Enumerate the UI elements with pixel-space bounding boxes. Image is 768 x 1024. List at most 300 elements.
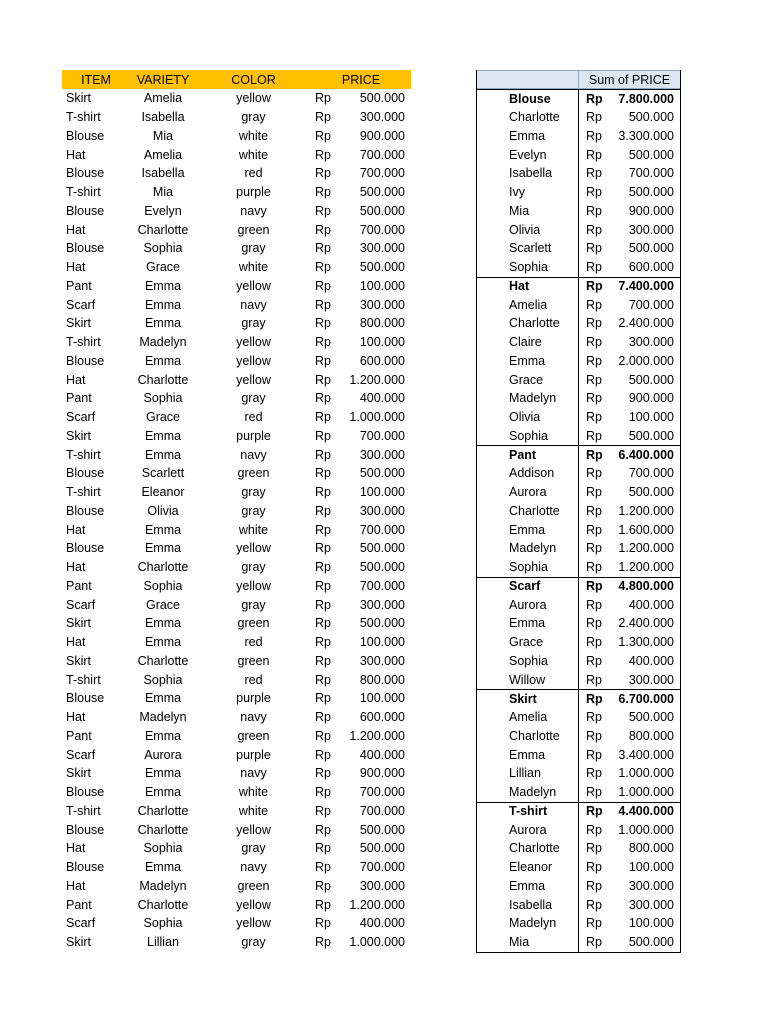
cell-item[interactable]: Skirt [66, 91, 91, 106]
cell-currency[interactable]: Rp [315, 747, 331, 762]
cell-variety[interactable]: Sophia [143, 391, 183, 406]
pivot-row-label[interactable]: Sophia [477, 258, 579, 277]
cell-color[interactable]: gray [241, 391, 266, 406]
cell-variety[interactable]: Grace [145, 410, 181, 425]
cell-currency[interactable]: Rp [315, 935, 331, 950]
cell-color[interactable]: yellow [236, 897, 271, 912]
pivot-row-value[interactable]: 700.000 [628, 297, 674, 312]
cell-price[interactable]: 700.000 [359, 428, 405, 443]
cell-variety[interactable]: Emma [144, 447, 182, 462]
cell-price[interactable]: 100.000 [359, 335, 405, 350]
cell-variety[interactable]: Emma [144, 616, 182, 631]
pivot-row-value[interactable]: 300.000 [628, 878, 674, 893]
cell-color[interactable]: yellow [236, 278, 271, 293]
cell-currency[interactable]: Rp [315, 372, 331, 387]
pivot-row-value[interactable]: 300.000 [628, 897, 674, 912]
cell-color[interactable]: gray [241, 597, 266, 612]
cell-item[interactable]: Blouse [66, 691, 105, 706]
pivot-row-currency[interactable]: Rp [586, 466, 602, 481]
pivot-row-label[interactable]: Charlotte [477, 108, 579, 127]
cell-item[interactable]: Blouse [66, 541, 105, 556]
pivot-row-label[interactable]: Emma [477, 520, 579, 539]
cell-color[interactable]: white [238, 522, 269, 537]
cell-item[interactable]: Hat [66, 560, 86, 575]
cell-variety[interactable]: Madelyn [139, 878, 187, 893]
cell-variety[interactable]: Emma [144, 297, 182, 312]
cell-price[interactable]: 500.000 [359, 203, 405, 218]
cell-currency[interactable]: Rp [315, 916, 331, 931]
pivot-row-label[interactable]: Aurora [477, 820, 579, 839]
pivot-row-currency[interactable]: Rp [586, 279, 603, 294]
pivot-row-label[interactable]: Aurora [477, 483, 579, 502]
cell-color[interactable]: purple [236, 747, 271, 762]
pivot-row-value[interactable]: 300.000 [628, 222, 674, 237]
cell-color[interactable]: yellow [236, 916, 271, 931]
cell-item[interactable]: Blouse [66, 785, 105, 800]
cell-variety[interactable]: Isabella [141, 110, 185, 125]
cell-color[interactable]: green [237, 878, 270, 893]
pivot-row-value[interactable]: 900.000 [628, 391, 674, 406]
cell-currency[interactable]: Rp [315, 110, 331, 125]
pivot-row-value[interactable]: 1.200.000 [618, 541, 674, 556]
cell-item[interactable]: Blouse [66, 166, 105, 181]
cell-variety[interactable]: Charlotte [137, 372, 189, 387]
pivot-row-label[interactable]: Addison [477, 464, 579, 483]
pivot-row-label[interactable]: Charlotte [477, 502, 579, 521]
pivot-row-value[interactable]: 6.700.000 [618, 691, 674, 706]
pivot-row-value[interactable]: 800.000 [628, 728, 674, 743]
pivot-row-currency[interactable]: Rp [586, 522, 602, 537]
header-variety[interactable]: VARIETY [136, 72, 190, 87]
pivot-row-value[interactable]: 1.600.000 [618, 522, 674, 537]
pivot-row-label[interactable]: Mia [477, 202, 579, 221]
cell-currency[interactable]: Rp [315, 166, 331, 181]
cell-currency[interactable]: Rp [315, 447, 331, 462]
pivot-row-currency[interactable]: Rp [586, 804, 603, 819]
pivot-row-value[interactable]: 1.000.000 [618, 766, 674, 781]
pivot-row-currency[interactable]: Rp [586, 241, 602, 256]
pivot-row-currency[interactable]: Rp [586, 728, 602, 743]
pivot-row-currency[interactable]: Rp [586, 503, 602, 518]
cell-currency[interactable]: Rp [315, 635, 331, 650]
cell-item[interactable]: Hat [66, 372, 86, 387]
pivot-row-value[interactable]: 300.000 [628, 335, 674, 350]
cell-item[interactable]: Pant [66, 391, 92, 406]
pivot-row-label[interactable]: Emma [477, 877, 579, 896]
cell-price[interactable]: 100.000 [359, 278, 405, 293]
cell-color[interactable]: navy [240, 447, 267, 462]
cell-price[interactable]: 1.000.000 [349, 410, 405, 425]
cell-currency[interactable]: Rp [315, 203, 331, 218]
cell-currency[interactable]: Rp [315, 578, 331, 593]
cell-variety[interactable]: Charlotte [137, 560, 189, 575]
pivot-row-label[interactable]: Emma [477, 352, 579, 371]
cell-color[interactable]: yellow [236, 353, 271, 368]
pivot-row-label[interactable]: Isabella [477, 164, 579, 183]
cell-currency[interactable]: Rp [315, 466, 331, 481]
cell-price[interactable]: 700.000 [359, 860, 405, 875]
cell-color[interactable]: white [238, 785, 269, 800]
pivot-row-label[interactable]: Lillian [477, 764, 579, 783]
cell-variety[interactable]: Emma [144, 860, 182, 875]
pivot-row-label[interactable]: Skirt [477, 690, 579, 708]
pivot-row-label[interactable]: Olivia [477, 220, 579, 239]
pivot-row-value[interactable]: 1.200.000 [618, 503, 674, 518]
pivot-row-currency[interactable]: Rp [586, 710, 602, 725]
cell-color[interactable]: yellow [236, 372, 271, 387]
pivot-header-label[interactable] [477, 71, 579, 88]
cell-color[interactable]: white [238, 128, 269, 143]
pivot-row-label[interactable]: Madelyn [477, 539, 579, 558]
cell-color[interactable]: green [237, 728, 270, 743]
pivot-row-label[interactable]: Mia [477, 933, 579, 952]
cell-currency[interactable]: Rp [315, 278, 331, 293]
pivot-row-currency[interactable]: Rp [586, 410, 602, 425]
cell-variety[interactable]: Amelia [143, 147, 183, 162]
pivot-row-currency[interactable]: Rp [586, 822, 602, 837]
cell-item[interactable]: Pant [66, 728, 92, 743]
pivot-row-value[interactable]: 3.300.000 [618, 128, 674, 143]
pivot-row-value[interactable]: 700.000 [628, 166, 674, 181]
cell-currency[interactable]: Rp [315, 410, 331, 425]
cell-item[interactable]: Blouse [66, 128, 105, 143]
cell-color[interactable]: white [238, 147, 269, 162]
cell-color[interactable]: gray [241, 241, 266, 256]
pivot-row-label[interactable]: Evelyn [477, 145, 579, 164]
cell-color[interactable]: gray [241, 935, 266, 950]
cell-color[interactable]: gray [241, 485, 266, 500]
pivot-row-value[interactable]: 100.000 [628, 860, 674, 875]
pivot-row-label[interactable]: Madelyn [477, 914, 579, 933]
pivot-row-value[interactable]: 2.400.000 [618, 316, 674, 331]
pivot-row-currency[interactable]: Rp [586, 541, 602, 556]
pivot-row-currency[interactable]: Rp [586, 260, 602, 275]
pivot-row-currency[interactable]: Rp [586, 672, 602, 687]
cell-item[interactable]: Hat [66, 635, 86, 650]
pivot-row-currency[interactable]: Rp [586, 766, 602, 781]
pivot-row-label[interactable]: Amelia [477, 708, 579, 727]
cell-price[interactable]: 700.000 [359, 166, 405, 181]
header-price[interactable]: PRICE [341, 72, 381, 87]
cell-currency[interactable]: Rp [315, 522, 331, 537]
cell-price[interactable]: 300.000 [359, 503, 405, 518]
cell-color[interactable]: gray [241, 503, 266, 518]
pivot-row-currency[interactable]: Rp [586, 897, 602, 912]
pivot-row-value[interactable]: 800.000 [628, 841, 674, 856]
cell-currency[interactable]: Rp [315, 691, 331, 706]
pivot-row-currency[interactable]: Rp [586, 110, 602, 125]
cell-currency[interactable]: Rp [315, 785, 331, 800]
cell-variety[interactable]: Grace [145, 597, 181, 612]
pivot-row-label[interactable]: Emma [477, 614, 579, 633]
cell-variety[interactable]: Emma [144, 428, 182, 443]
cell-variety[interactable]: Emma [144, 278, 182, 293]
cell-variety[interactable]: Mia [152, 128, 174, 143]
cell-currency[interactable]: Rp [315, 597, 331, 612]
pivot-row-label[interactable]: Hat [477, 278, 579, 296]
pivot-row-label[interactable]: Grace [477, 370, 579, 389]
pivot-row-value[interactable]: 1.000.000 [618, 785, 674, 800]
cell-price[interactable]: 300.000 [359, 878, 405, 893]
cell-price[interactable]: 1.200.000 [349, 372, 405, 387]
cell-variety[interactable]: Madelyn [139, 335, 187, 350]
pivot-row-currency[interactable]: Rp [586, 428, 602, 443]
cell-item[interactable]: Blouse [66, 353, 105, 368]
cell-variety[interactable]: Sophia [143, 241, 183, 256]
cell-item[interactable]: T-shirt [66, 803, 101, 818]
pivot-row-value[interactable]: 500.000 [628, 935, 674, 950]
pivot-row-value[interactable]: 500.000 [628, 147, 674, 162]
pivot-row-label[interactable]: Willow [477, 670, 579, 689]
cell-color[interactable]: navy [240, 203, 267, 218]
pivot-row-currency[interactable]: Rp [586, 203, 602, 218]
cell-item[interactable]: Blouse [66, 466, 105, 481]
cell-variety[interactable]: Emma [144, 353, 182, 368]
cell-price[interactable]: 900.000 [359, 128, 405, 143]
cell-variety[interactable]: Emma [144, 635, 182, 650]
pivot-row-currency[interactable]: Rp [586, 916, 602, 931]
pivot-header-sum[interactable]: Sum of PRICE [588, 72, 671, 87]
cell-currency[interactable]: Rp [315, 860, 331, 875]
cell-color[interactable]: gray [241, 560, 266, 575]
pivot-row-currency[interactable]: Rp [586, 335, 602, 350]
header-color[interactable]: COLOR [231, 72, 276, 87]
cell-item[interactable]: T-shirt [66, 485, 101, 500]
cell-price[interactable]: 300.000 [359, 653, 405, 668]
pivot-row-value[interactable]: 500.000 [628, 485, 674, 500]
cell-currency[interactable]: Rp [315, 766, 331, 781]
cell-item[interactable]: Blouse [66, 503, 105, 518]
cell-variety[interactable]: Aurora [144, 747, 182, 762]
cell-currency[interactable]: Rp [315, 503, 331, 518]
cell-variety[interactable]: Eleanor [141, 485, 185, 500]
cell-variety[interactable]: Emma [144, 522, 182, 537]
cell-color[interactable]: gray [241, 841, 266, 856]
pivot-row-currency[interactable]: Rp [586, 391, 602, 406]
cell-color[interactable]: purple [236, 428, 271, 443]
cell-item[interactable]: Hat [66, 710, 86, 725]
cell-price[interactable]: 800.000 [359, 316, 405, 331]
cell-item[interactable]: Skirt [66, 766, 91, 781]
cell-currency[interactable]: Rp [315, 428, 331, 443]
cell-price[interactable]: 300.000 [359, 297, 405, 312]
cell-price[interactable]: 500.000 [359, 616, 405, 631]
cell-item[interactable]: Scarf [66, 297, 96, 312]
pivot-row-value[interactable]: 700.000 [628, 466, 674, 481]
cell-item[interactable]: Skirt [66, 653, 91, 668]
cell-item[interactable]: Blouse [66, 241, 105, 256]
pivot-row-currency[interactable]: Rp [586, 935, 602, 950]
cell-variety[interactable]: Emma [144, 728, 182, 743]
pivot-row-label[interactable]: Sophia [477, 558, 579, 577]
pivot-row-label[interactable]: Amelia [477, 295, 579, 314]
cell-price[interactable]: 1.200.000 [349, 728, 405, 743]
cell-price[interactable]: 300.000 [359, 597, 405, 612]
pivot-row-currency[interactable]: Rp [586, 166, 602, 181]
cell-color[interactable]: green [237, 653, 270, 668]
pivot-row-label[interactable]: Ivy [477, 183, 579, 202]
pivot-row-currency[interactable]: Rp [586, 635, 602, 650]
cell-item[interactable]: Hat [66, 260, 86, 275]
pivot-row-value[interactable]: 6.400.000 [618, 448, 674, 463]
cell-currency[interactable]: Rp [315, 616, 331, 631]
pivot-row-label[interactable]: Scarf [477, 578, 579, 596]
cell-item[interactable]: Blouse [66, 860, 105, 875]
pivot-row-value[interactable]: 500.000 [628, 710, 674, 725]
cell-currency[interactable]: Rp [315, 541, 331, 556]
pivot-row-label[interactable]: Isabella [477, 895, 579, 914]
cell-variety[interactable]: Madelyn [139, 710, 187, 725]
cell-color[interactable]: navy [240, 297, 267, 312]
pivot-row-value[interactable]: 4.400.000 [618, 804, 674, 819]
cell-color[interactable]: green [237, 466, 270, 481]
cell-price[interactable]: 300.000 [359, 241, 405, 256]
cell-item[interactable]: T-shirt [66, 110, 101, 125]
cell-color[interactable]: yellow [236, 822, 271, 837]
cell-variety[interactable]: Lillian [147, 935, 179, 950]
cell-variety[interactable]: Emma [144, 691, 182, 706]
pivot-row-currency[interactable]: Rp [586, 222, 602, 237]
cell-item[interactable]: T-shirt [66, 672, 101, 687]
header-item[interactable]: ITEM [81, 72, 111, 87]
cell-price[interactable]: 300.000 [359, 447, 405, 462]
cell-item[interactable]: Hat [66, 878, 86, 893]
cell-variety[interactable]: Grace [145, 260, 181, 275]
pivot-row-currency[interactable]: Rp [586, 747, 602, 762]
cell-color[interactable]: navy [240, 860, 267, 875]
cell-price[interactable]: 100.000 [359, 635, 405, 650]
cell-variety[interactable]: Isabella [141, 166, 185, 181]
pivot-row-label[interactable]: Blouse [477, 90, 579, 108]
cell-price[interactable]: 100.000 [359, 485, 405, 500]
pivot-row-value[interactable]: 500.000 [628, 241, 674, 256]
pivot-row-currency[interactable]: Rp [586, 297, 602, 312]
cell-color[interactable]: red [244, 166, 263, 181]
cell-color[interactable]: yellow [236, 91, 271, 106]
cell-color[interactable]: navy [240, 766, 267, 781]
cell-currency[interactable]: Rp [315, 316, 331, 331]
cell-color[interactable]: red [244, 635, 263, 650]
cell-currency[interactable]: Rp [315, 241, 331, 256]
pivot-row-value[interactable]: 400.000 [628, 597, 674, 612]
cell-variety[interactable]: Charlotte [137, 803, 189, 818]
cell-currency[interactable]: Rp [315, 128, 331, 143]
cell-currency[interactable]: Rp [315, 260, 331, 275]
cell-price[interactable]: 600.000 [359, 353, 405, 368]
cell-variety[interactable]: Charlotte [137, 897, 189, 912]
pivot-row-currency[interactable]: Rp [586, 316, 602, 331]
cell-item[interactable]: Scarf [66, 597, 96, 612]
cell-currency[interactable]: Rp [315, 147, 331, 162]
cell-variety[interactable]: Charlotte [137, 822, 189, 837]
cell-variety[interactable]: Sophia [143, 916, 183, 931]
pivot-row-currency[interactable]: Rp [586, 128, 602, 143]
cell-price[interactable]: 700.000 [359, 147, 405, 162]
cell-currency[interactable]: Rp [315, 653, 331, 668]
cell-price[interactable]: 1.200.000 [349, 897, 405, 912]
cell-item[interactable]: Skirt [66, 316, 91, 331]
pivot-row-label[interactable]: Charlotte [477, 727, 579, 746]
pivot-row-label[interactable]: T-shirt [477, 803, 579, 821]
cell-color[interactable]: green [237, 616, 270, 631]
cell-currency[interactable]: Rp [315, 841, 331, 856]
cell-price[interactable]: 400.000 [359, 747, 405, 762]
cell-item[interactable]: Hat [66, 222, 86, 237]
pivot-row-value[interactable]: 100.000 [628, 916, 674, 931]
cell-item[interactable]: T-shirt [66, 185, 101, 200]
cell-price[interactable]: 900.000 [359, 766, 405, 781]
pivot-row-value[interactable]: 500.000 [628, 372, 674, 387]
pivot-row-label[interactable]: Charlotte [477, 839, 579, 858]
cell-item[interactable]: Blouse [66, 203, 105, 218]
pivot-row-value[interactable]: 1.200.000 [618, 560, 674, 575]
cell-color[interactable]: white [238, 260, 269, 275]
pivot-row-label[interactable]: Pant [477, 446, 579, 464]
cell-currency[interactable]: Rp [315, 803, 331, 818]
cell-price[interactable]: 500.000 [359, 185, 405, 200]
cell-price[interactable]: 500.000 [359, 841, 405, 856]
cell-variety[interactable]: Emma [144, 785, 182, 800]
pivot-row-currency[interactable]: Rp [586, 616, 602, 631]
cell-variety[interactable]: Emma [144, 316, 182, 331]
cell-item[interactable]: Skirt [66, 428, 91, 443]
pivot-row-currency[interactable]: Rp [586, 353, 602, 368]
pivot-row-currency[interactable]: Rp [586, 691, 603, 706]
cell-currency[interactable]: Rp [315, 297, 331, 312]
cell-price[interactable]: 700.000 [359, 803, 405, 818]
cell-color[interactable]: green [237, 222, 270, 237]
cell-item[interactable]: Hat [66, 522, 86, 537]
cell-color[interactable]: yellow [236, 335, 271, 350]
pivot-row-currency[interactable]: Rp [586, 185, 602, 200]
cell-color[interactable]: yellow [236, 541, 271, 556]
cell-currency[interactable]: Rp [315, 391, 331, 406]
pivot-row-label[interactable]: Madelyn [477, 783, 579, 802]
cell-variety[interactable]: Olivia [147, 503, 179, 518]
pivot-row-value[interactable]: 7.800.000 [618, 91, 674, 106]
cell-price[interactable]: 700.000 [359, 578, 405, 593]
cell-price[interactable]: 300.000 [359, 110, 405, 125]
pivot-row-currency[interactable]: Rp [586, 147, 602, 162]
cell-currency[interactable]: Rp [315, 485, 331, 500]
pivot-row-value[interactable]: 500.000 [628, 110, 674, 125]
pivot-row-currency[interactable]: Rp [586, 860, 602, 875]
pivot-row-currency[interactable]: Rp [586, 878, 602, 893]
cell-currency[interactable]: Rp [315, 822, 331, 837]
pivot-row-value[interactable]: 100.000 [628, 410, 674, 425]
pivot-row-value[interactable]: 4.800.000 [618, 579, 674, 594]
cell-variety[interactable]: Amelia [143, 91, 183, 106]
pivot-row-currency[interactable]: Rp [586, 372, 602, 387]
cell-variety[interactable]: Sophia [143, 578, 183, 593]
cell-price[interactable]: 700.000 [359, 522, 405, 537]
pivot-row-value[interactable]: 400.000 [628, 653, 674, 668]
cell-item[interactable]: Skirt [66, 935, 91, 950]
cell-variety[interactable]: Sophia [143, 672, 183, 687]
cell-currency[interactable]: Rp [315, 710, 331, 725]
cell-item[interactable]: Hat [66, 841, 86, 856]
pivot-row-currency[interactable]: Rp [586, 653, 602, 668]
pivot-row-label[interactable]: Sophia [477, 427, 579, 446]
pivot-row-label[interactable]: Madelyn [477, 389, 579, 408]
cell-item[interactable]: T-shirt [66, 447, 101, 462]
cell-color[interactable]: purple [236, 691, 271, 706]
cell-price[interactable]: 400.000 [359, 916, 405, 931]
cell-price[interactable]: 500.000 [359, 560, 405, 575]
pivot-row-value[interactable]: 7.400.000 [618, 279, 674, 294]
cell-currency[interactable]: Rp [315, 91, 331, 106]
cell-item[interactable]: Scarf [66, 410, 96, 425]
